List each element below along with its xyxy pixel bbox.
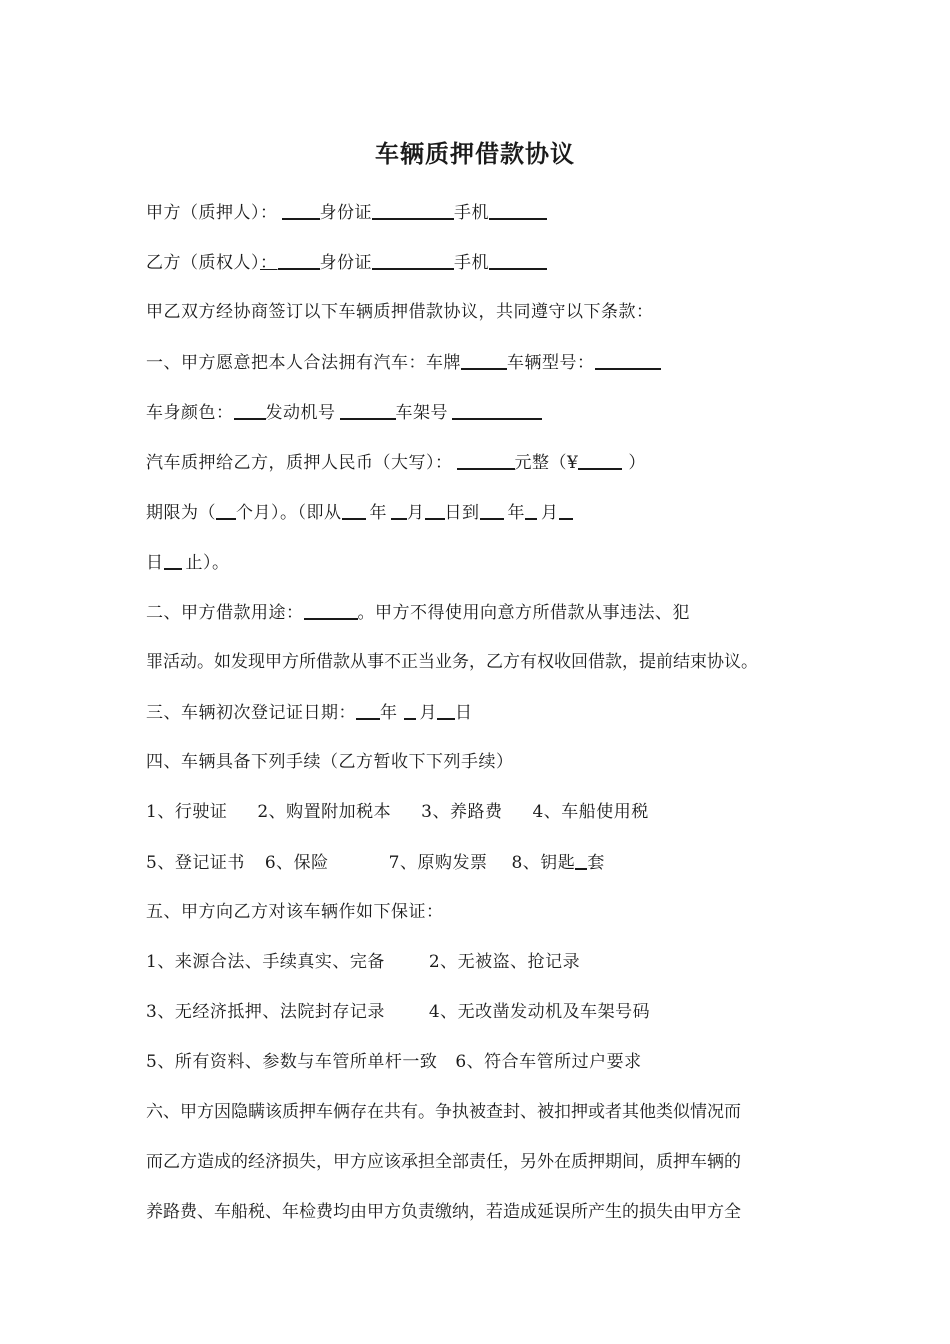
guarantee-6: 6、符合车管所过户要求	[455, 1052, 642, 1072]
doc-item-8: 8、钥匙	[511, 853, 576, 873]
to-month-label: 月	[541, 503, 559, 523]
key-suffix: 套	[587, 853, 605, 873]
party-a-phone-blank[interactable]	[489, 200, 547, 220]
to-label: 日到	[444, 503, 480, 523]
party-a-line	[146, 200, 547, 225]
doc-item-1: 1、行驶证	[146, 802, 228, 822]
party-a-name-blank[interactable]	[282, 200, 320, 220]
document-title: 车辆质押借款协议	[375, 140, 575, 168]
clause2-line2: 罪活动。如发现甲方所借款从事不正当业务，乙方有权收回借款，提前结束协议。	[146, 652, 758, 672]
to-month-blank[interactable]	[525, 500, 537, 520]
color-blank[interactable]	[234, 400, 266, 420]
clause4-row2	[146, 850, 605, 875]
term-from-label: 个月）。（即从	[236, 503, 342, 523]
amount-label: 汽车质押给乙方，质押人民币（大写）：	[146, 453, 453, 473]
party-b-name-blank[interactable]	[278, 250, 320, 270]
guarantee-5: 5、所有资料、参数与车管所单杆一致	[146, 1052, 438, 1072]
clause6-line3: 养路费、车船税、年检费均由甲方负责缴纳，若造成延误所产生的损失由甲方全	[146, 1202, 741, 1222]
reg-year-blank[interactable]	[356, 700, 380, 720]
intro-text: 甲乙双方经协商签订以下车辆质押借款协议，共同遵守以下条款：	[146, 302, 654, 322]
amount-words-blank[interactable]	[457, 450, 515, 470]
to-day-label: 日	[146, 553, 164, 573]
party-a-label: 甲方（质押人）：	[146, 203, 278, 223]
to-year-label: 年	[507, 503, 525, 523]
reg-day-blank[interactable]	[437, 700, 455, 720]
clause6-line2: 而乙方造成的经济损失，甲方应该承担全部责任，另外在质押期间，质押车辆的	[146, 1152, 741, 1172]
doc-item-7: 7、原购发票	[388, 853, 488, 873]
from-month-blank[interactable]	[391, 500, 407, 520]
party-b-label: 乙方（质权人）	[146, 253, 260, 273]
doc-item-3: 3、养路费	[421, 802, 503, 822]
party-a-id-label: 身份证	[319, 203, 372, 223]
reg-month-blank[interactable]	[404, 700, 416, 720]
from-year-blank[interactable]	[342, 500, 366, 520]
guarantee-1: 1、来源合法、手续真实、完备	[146, 952, 385, 972]
to-day-blank-2[interactable]	[164, 550, 182, 570]
amount-close-paren: ）	[628, 453, 646, 473]
term-months-blank[interactable]	[216, 500, 236, 520]
purpose-label: 二、甲方借款用途：	[146, 603, 304, 623]
to-year-blank[interactable]	[480, 500, 504, 520]
party-b-phone-blank[interactable]	[489, 250, 547, 270]
doc-item-4: 4、车船使用税	[532, 802, 649, 822]
clause5-row1	[146, 950, 580, 974]
clause5-row2	[146, 1000, 650, 1024]
reg-day-label: 日	[455, 703, 473, 723]
purpose-blank[interactable]	[304, 600, 358, 620]
engine-blank[interactable]	[340, 400, 396, 420]
color-label: 车身颜色：	[146, 403, 234, 423]
purpose-restriction: 。甲方不得使用向意方所借款从事违法、犯	[357, 603, 690, 623]
from-month-label: 月	[407, 503, 425, 523]
guarantee-4: 4、无改凿发动机及车架号码	[428, 1002, 651, 1022]
clause1-plate-label: 一、甲方愿意把本人合法拥有汽车：车牌	[146, 353, 461, 373]
clause3-line	[146, 700, 473, 725]
clause1-line2	[146, 400, 542, 425]
guarantee-2: 2、无被盗、抢记录	[428, 952, 581, 972]
model-blank[interactable]	[595, 350, 661, 370]
party-a-phone-label: 手机	[454, 203, 489, 223]
clause4-heading: 四、车辆具备下列手续（乙方暂收下下列手续）	[146, 752, 514, 772]
clause1-model-label: 车辆型号：	[507, 353, 595, 373]
vin-blank[interactable]	[452, 400, 542, 420]
clause2-line1	[146, 600, 690, 625]
party-b-id-label: 身份证	[319, 253, 372, 273]
reg-year-label: 年	[380, 703, 398, 723]
doc-item-5: 5、登记证书	[146, 853, 245, 873]
term-end-label: 止）。	[185, 553, 230, 573]
party-b-id-blank[interactable]	[372, 250, 454, 270]
guarantee-3: 3、无经济抵押、法院封存记录	[146, 1002, 385, 1022]
doc-item-2: 2、购置附加税本	[257, 802, 392, 822]
plate-blank[interactable]	[461, 350, 507, 370]
party-b-phone-label: 手机	[454, 253, 489, 273]
clause1-line4	[146, 500, 573, 525]
clause6-line1: 六、甲方因隐瞒该质押车俩存在共有。争执被查封、被扣押或者其他类似情况而	[146, 1102, 741, 1122]
amount-number-blank[interactable]	[578, 450, 622, 470]
clause4-row1	[146, 800, 649, 824]
vin-label: 车架号	[395, 403, 448, 423]
to-day-blank[interactable]	[559, 500, 573, 520]
clause1-line1	[146, 350, 661, 375]
engine-label: 发动机号	[265, 403, 336, 423]
clause5-heading: 五、甲方向乙方对该车辆作如下保证：	[146, 902, 444, 922]
registration-date-label: 三、车辆初次登记证日期：	[146, 703, 356, 723]
party-b-line	[146, 250, 547, 275]
from-day-blank[interactable]	[425, 500, 445, 520]
reg-month-label: 月	[419, 703, 437, 723]
clause1-line5	[146, 550, 230, 575]
party-b-colon: ：	[260, 253, 278, 273]
from-year-label: 年	[369, 503, 387, 523]
doc-item-6: 6、保险	[264, 853, 329, 873]
clause5-row3	[146, 1050, 642, 1074]
clause1-line3	[146, 450, 646, 475]
amount-yuan-label: 元整（¥	[514, 453, 579, 473]
party-a-id-blank[interactable]	[372, 200, 454, 220]
key-count-blank[interactable]	[575, 850, 587, 870]
term-label: 期限为（	[146, 503, 216, 523]
